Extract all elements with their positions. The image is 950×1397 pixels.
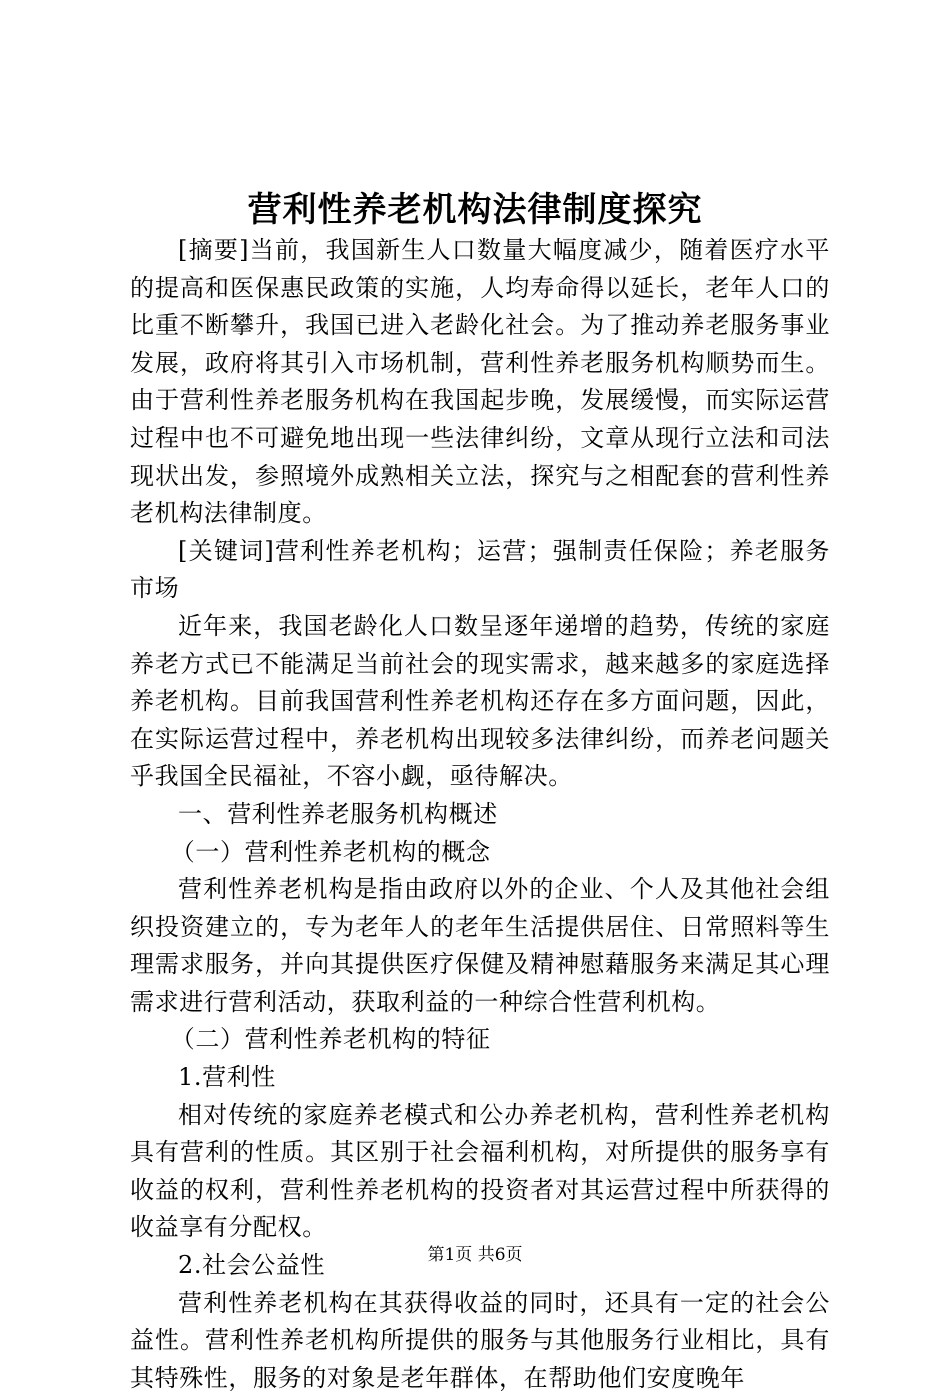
item-heading: 1.营利性 <box>178 1063 276 1092</box>
item-heading: 2.社会公益性 <box>178 1251 326 1280</box>
document-body <box>130 232 830 1397</box>
public-welfare-paragraph: 营利性养老机构在其获得收益的同时，还具有一定的社会公益性。营利性养老机构所提供的服务与其他服务行业相比，具有其特殊性，服务的对象是老年群体，在帮助他们安度晚年 <box>130 1288 830 1392</box>
subsection-heading: （一）营利性养老机构的概念 <box>170 837 491 866</box>
page-footer: 第1页 共6页 <box>427 1245 523 1265</box>
profit-paragraph: 相对传统的家庭养老模式和公办养老机构，营利性养老机构具有营利的性质。其区别于社会福利机构，对所提供的服务享有收益的权利，营利性养老机构的投资者对其运营过程中所获得的收益享有分配权。 <box>130 1100 830 1242</box>
document-title: 营利性养老机构法律制度探究 <box>247 190 703 230</box>
subsection-heading: （二）营利性养老机构的特征 <box>170 1025 491 1054</box>
section-heading: 一、营利性养老服务机构概述 <box>178 799 498 828</box>
intro-paragraph: 近年来，我国老龄化人口数呈逐年递增的趋势，传统的家庭养老方式已不能满足当前社会的现实需求，越来越多的家庭选择养老机构。目前我国营利性养老机构还存在多方面问题，因此，在实际运营过程中，养老机构出现较多法律纠纷，而养老问题关乎我国全民福祉，不容小觑，亟待解决。 <box>130 611 830 791</box>
abstract-paragraph: [摘要]当前，我国新生人口数量大幅度减少，随着医疗水平的提高和医保惠民政策的实施，人均寿命得以延长，老年人口的比重不断攀升，我国已进入老龄化社会。为了推动养老服务事业发展，政府将其引入市场机制，营利性养老服务机构顺势而生。由于营利性养老服务机构在我国起步晚，发展缓慢，而实际运营过程中也不可避免地出现一些法律纠纷，文章从现行立法和司法现状出发，参照境外成熟相关立法，探究与之相配套的营利性养老机构法律制度。 <box>130 236 830 528</box>
keywords-paragraph: [关键词]营利性养老机构；运营；强制责任保险；养老服务市场 <box>130 536 830 603</box>
concept-paragraph: 营利性养老机构是指由政府以外的企业、个人及其他社会组织投资建立的，专为老年人的老年生活提供居住、日常照料等生理需求服务，并向其提供医疗保健及精神慰藉服务来满足其心理需求进行营利活动，获取利益的一种综合性营利机构。 <box>130 875 830 1016</box>
